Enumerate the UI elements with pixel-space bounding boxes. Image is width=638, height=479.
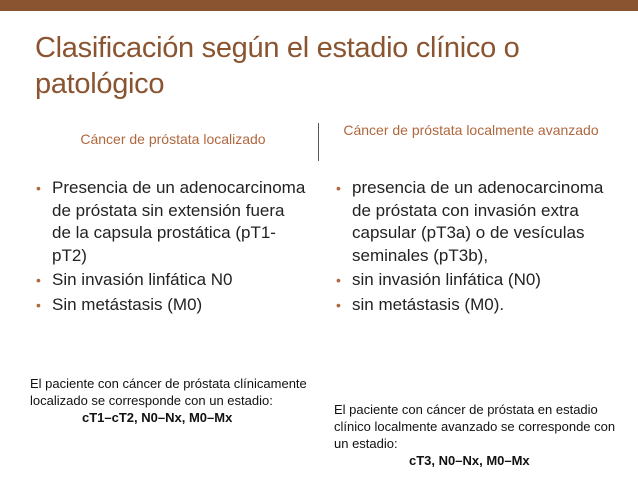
bullet-text: sin invasión linfática (N0) — [352, 270, 541, 289]
bullet-text: Sin invasión linfática N0 — [52, 270, 233, 289]
bullet-item: • sin invasión linfática (N0) — [336, 270, 541, 289]
bullet-text: presencia de un adenocarcinoma de próstata con invasión extra capsular (pT3a) o de vesículas seminales (pT3b), — [352, 178, 604, 265]
right-note-text: El paciente con cáncer de próstata en estadio clínico localmente avanzado se corresponde con un estadio: — [334, 402, 616, 451]
left-bullet-list — [36, 177, 306, 316]
bullet-item: • presencia de un adenocarcinoma de próstata con invasión extra capsular (pT3a) o de vesículas seminales (pT3b), — [336, 178, 604, 265]
left-note — [30, 375, 312, 426]
bullet-text: sin metástasis (M0). — [352, 294, 505, 314]
bullet-text: Presencia de un adenocarcinoma de próstata sin extensión fuera de la capsula prostática (pT1-pT2) — [52, 178, 306, 265]
bullet-item: • Presencia de un adenocarcinoma de próstata sin extensión fuera de la capsula prostática (pT1-pT2) — [36, 178, 306, 265]
bullet-item: • Sin invasión linfática N0 — [36, 270, 233, 289]
top-accent-bar — [0, 0, 638, 11]
right-note — [334, 401, 624, 469]
right-bullet-list — [336, 177, 606, 316]
left-column-heading: Cáncer de próstata localizado — [80, 131, 266, 147]
slide-title: Clasificación según el estadio clínico o patológico — [35, 32, 520, 100]
bullet-item: • Sin metástasis (M0) — [36, 294, 203, 314]
bullet-item: • sin metástasis (M0). — [336, 294, 505, 314]
left-stage: cT1–cT2, N0–Nx, M0–Mx — [82, 410, 233, 425]
right-stage: cT3, N0–Nx, M0–Mx — [409, 453, 530, 468]
left-note-text: El paciente con cáncer de próstata clínicamente localizado se corresponde con un estadio: — [30, 376, 307, 408]
right-column-heading: Cáncer de próstata localmente avanzado — [343, 122, 599, 138]
bullet-text: Sin metástasis (M0) — [52, 294, 203, 314]
column-divider — [318, 123, 319, 161]
